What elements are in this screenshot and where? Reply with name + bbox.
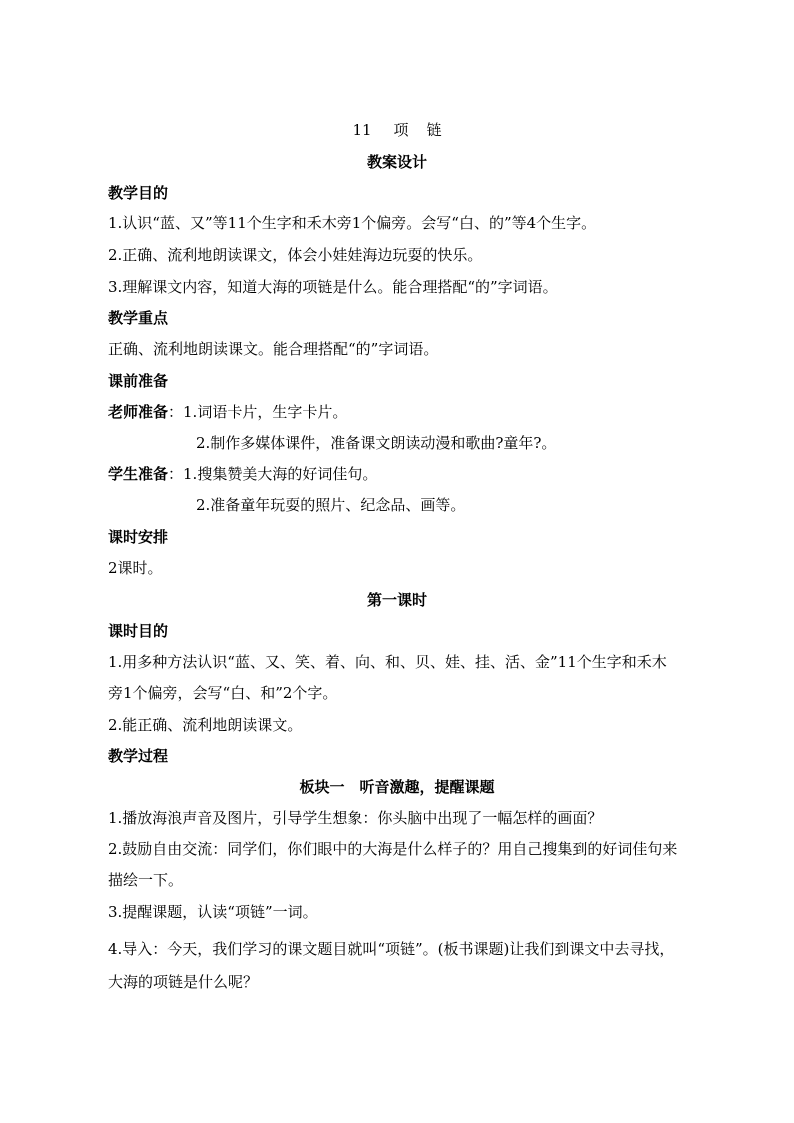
lesson-1-heading: 第一课时: [366, 591, 427, 609]
lesson-title: [0, 120, 794, 140]
block-1-heading: 板块一 听音激趣，提醒课题: [299, 778, 495, 796]
process-step-2-line-1: 2.鼓励自由交流：同学们，你们眼中的大海是什么样子的？用自己搜集到的好词佳句来: [108, 840, 678, 858]
teacher-prep-line-1: [108, 402, 724, 422]
lesson-objective-1-line-2: 旁1个偏旁，会写“白、和”2个字。: [108, 684, 338, 702]
process-step-4-line-2: 大海的项链是什么呢？: [108, 973, 259, 991]
heading-process: 教学过程: [108, 747, 169, 765]
heading-preparation: 课前准备: [108, 372, 169, 390]
process-step-2-line-2: 描绘一下。: [108, 871, 184, 889]
process-step-4-line-1: 4.导入：今天，我们学习的课文题目就叫“项链”。(板书课题)让我们到课文中去寻找，: [108, 940, 675, 958]
teacher-prep-item-2: 2.制作多媒体课件，准备课文朗读动漫和歌曲?童年?。: [196, 434, 557, 452]
student-prep-label: 学生准备: [108, 465, 169, 483]
lesson-title-char-1: 项: [393, 121, 409, 139]
student-prep-line-1: [108, 464, 724, 484]
objective-1: 1.认识“蓝、又”等11个生字和禾木旁1个偏旁。会写“白、的”等4个生字。: [108, 214, 597, 232]
document-subtitle: 教案设计: [366, 153, 427, 171]
teacher-prep-label: 老师准备: [108, 403, 169, 421]
objective-3: 3.理解课文内容，知道大海的项链是什么。能合理搭配“的”字词语。: [108, 278, 558, 296]
schedule-text: 2课时。: [108, 559, 163, 577]
lesson-objective-2: 2.能正确、流利地朗读课文。: [108, 716, 303, 734]
lesson-number: 11: [352, 121, 372, 139]
objective-2: 2.正确、流利地朗读课文，体会小娃娃海边玩耍的快乐。: [108, 246, 483, 264]
student-prep-item-1: ：1.搜集赞美大海的好词佳句。: [168, 465, 378, 483]
student-prep-item-2: 2.准备童年玩耍的照片、纪念品、画等。: [196, 496, 466, 514]
heading-key-points: 教学重点: [108, 309, 169, 327]
process-step-1: 1.播放海浪声音及图片，引导学生想象：你头脑中出现了一幅怎样的画面？: [108, 809, 603, 827]
process-step-3: 3.提醒课题，认读“项链”一词。: [108, 903, 318, 921]
heading-objectives: 教学目的: [108, 184, 169, 202]
key-point-1: 正确、流利地朗读课文。能合理搭配“的”字词语。: [108, 340, 439, 358]
heading-lesson-objectives: 课时目的: [108, 622, 169, 640]
lesson-objective-1-line-1: 1.用多种方法认识“蓝、又、笑、着、向、和、贝、娃、挂、活、金”11个生字和禾木: [108, 653, 667, 671]
lesson-title-char-2: 链: [426, 121, 442, 139]
teacher-prep-item-1: ：1.词语卡片，生字卡片。: [168, 403, 348, 421]
heading-schedule: 课时安排: [108, 528, 169, 546]
